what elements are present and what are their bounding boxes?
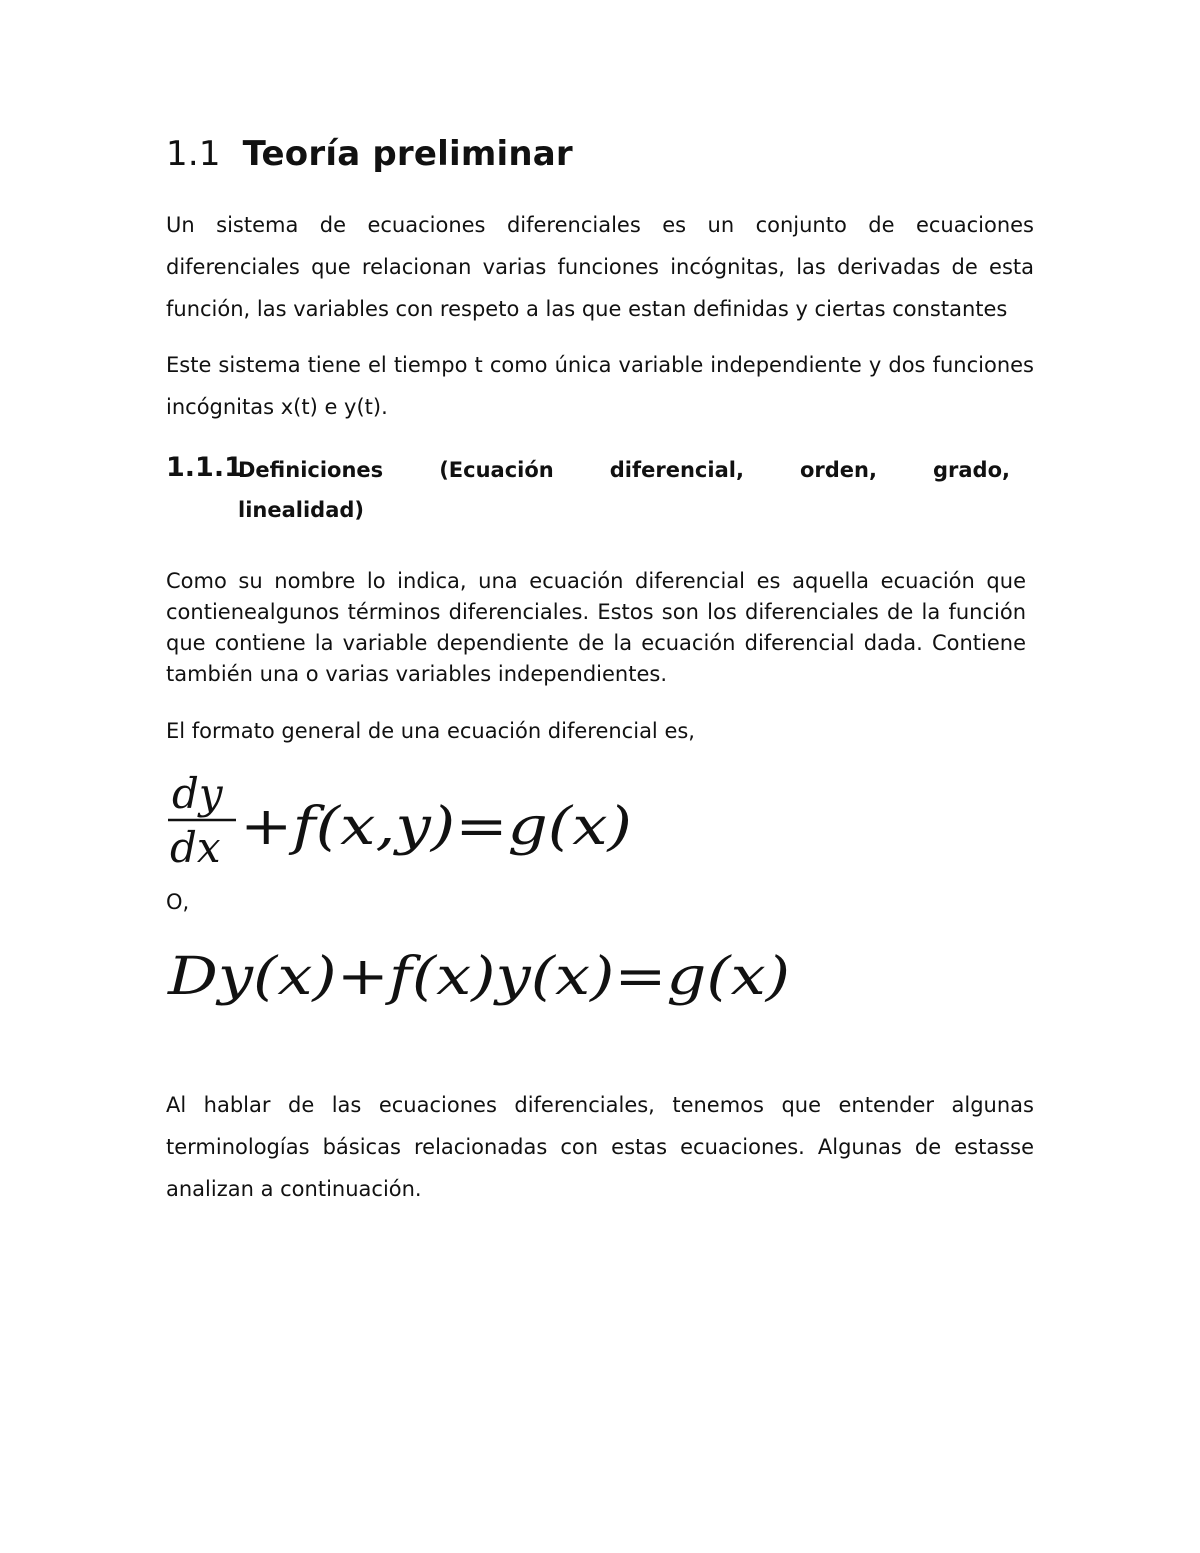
equation-separator: O, [166, 890, 190, 914]
paragraph-general-format: El formato general de una ecuación diferencial es, [166, 719, 695, 743]
paragraph-definition: Como su nombre lo indica, una ecuación diferencial es aquella ecuación que contienealgunos términos diferenciales. Estos son los diferenciales de la función que contiene la variable dependiente de la ecuación diferencial dada. Contiene también una o varias variables independientes. [166, 569, 1026, 686]
paragraph-system-definition: Un sistema de ecuaciones diferenciales es un conjunto de ecuaciones diferenciales que relacionan varias funciones incógnitas, las derivadas de esta función, las variables con respeto a las que estan definidas y ciertas constantes [166, 213, 1034, 321]
subsection-word: (Ecuación [439, 458, 554, 482]
subsection-word: diferencial, [609, 458, 744, 482]
subsection-word: grado, [932, 458, 1010, 482]
eq1-body: +f(x,y)=g(x) [240, 797, 632, 857]
subsection-title-line2: linealidad) [238, 498, 364, 522]
section-heading [166, 134, 573, 174]
eq1-denominator: dx [170, 823, 221, 872]
subsection-word: Definiciones [238, 458, 384, 482]
paragraph-terminology: Al hablar de las ecuaciones diferenciales, tenemos que entender algunas terminologías básicas relacionadas con estas ecuaciones. Algunas de estasse analizan a continuación. [166, 1093, 1034, 1201]
section-title: Teoría preliminar [242, 134, 573, 174]
paragraph-time-variable: Este sistema tiene el tiempo t como única variable independiente y dos funciones incógnitas x(t) e y(t). [166, 353, 1034, 419]
section-number: 1.1 [166, 134, 221, 174]
eq1-numerator: dy [172, 769, 223, 818]
equation-derivative-form [0, 768, 700, 878]
equation-operator-form [0, 930, 820, 1020]
subsection-title-line1 [238, 458, 1010, 482]
subsection-word: orden, [799, 458, 877, 482]
subsection-number: 1.1.1 [166, 452, 243, 483]
eq2-body: Dy(x)+f(x)y(x)=g(x) [166, 947, 791, 1007]
